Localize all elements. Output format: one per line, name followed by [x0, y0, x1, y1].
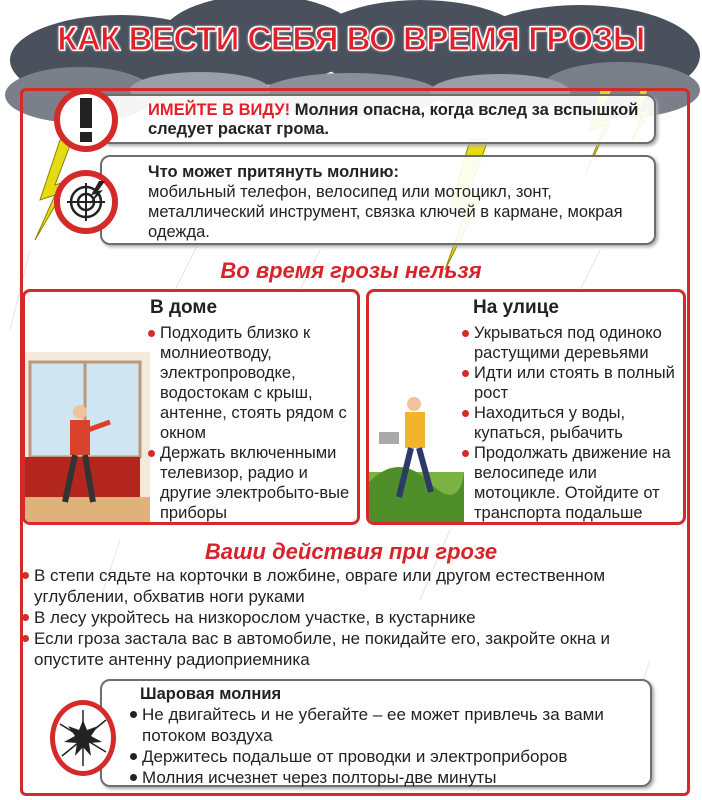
- panel-home: [22, 289, 360, 525]
- attract-text: мобильный телефон, велосипед или мотоцикл, зонт, металлический инструмент, связка ключей в кармане, мокрая одежда.: [148, 183, 623, 241]
- poster-title: КАК ВЕСТИ СЕБЯ ВО ВРЕМЯ ГРОЗЫ: [57, 20, 645, 57]
- attract-heading: Что может притянуть молнию:: [148, 163, 399, 181]
- list-item: Если гроза застала вас в автомобиле, не покидайте его, закройте окна и опустите антенну радиоприемника: [22, 628, 682, 670]
- actions-list: [22, 565, 682, 670]
- list-item: Подходить близко к молниеотводу, электропроводке, водостокам с крыш, антенне, стоять рядом с окном: [148, 323, 358, 443]
- forbidden-heading: Во время грозы нельзя: [220, 258, 482, 283]
- list-item: Находиться у воды, купаться, рыбачить: [462, 403, 686, 443]
- home-list: [148, 323, 358, 523]
- list-item: Не двигайтесь и не убегайте – ее может привлечь за вами потоком воздуха: [130, 704, 650, 746]
- street-list: [462, 323, 686, 523]
- home-title: В доме: [150, 297, 218, 318]
- home-illustration: [25, 352, 150, 525]
- notice-label: ИМЕЙТЕ В ВИДУ!: [148, 101, 291, 119]
- panel-street: [366, 289, 686, 525]
- ball-list: [130, 704, 650, 788]
- notice-box: [100, 94, 656, 144]
- list-item: Идти или стоять в полный рост: [462, 363, 686, 403]
- notice-text: Молния опасна, когда вслед за вспышкой следует раскат грома.: [148, 101, 639, 138]
- attract-box: [100, 155, 656, 245]
- exclamation-icon: [54, 88, 118, 152]
- list-item: Укрываться под одиноко растущими деревьями: [462, 323, 686, 363]
- list-item: Молния исчезнет через полторы-две минуты: [130, 767, 650, 788]
- list-item: В лесу укройтесь на низкорослом участке, в кустарнике: [22, 607, 682, 628]
- list-item: В степи сядьте на корточки в ложбине, овраге или другом естественном углублении, обхватив ноги руками: [22, 565, 682, 607]
- target-lightning-icon: [54, 170, 118, 234]
- actions-heading: Ваши действия при грозе: [204, 539, 498, 564]
- ball-title: Шаровая молния: [140, 685, 282, 703]
- list-item: Держитесь подальше от проводки и электроприборов: [130, 746, 650, 767]
- list-item: Продолжать движение на велосипеде или мотоцикле. Отойдите от транспорта подальше: [462, 443, 686, 523]
- street-title: На улице: [473, 297, 559, 318]
- list-item: Держать включенными телевизор, радио и другие электробыто-вые приборы: [148, 443, 358, 523]
- street-illustration: [369, 332, 464, 525]
- ball-lightning-box: [100, 679, 652, 787]
- ball-lightning-icon: [50, 700, 116, 776]
